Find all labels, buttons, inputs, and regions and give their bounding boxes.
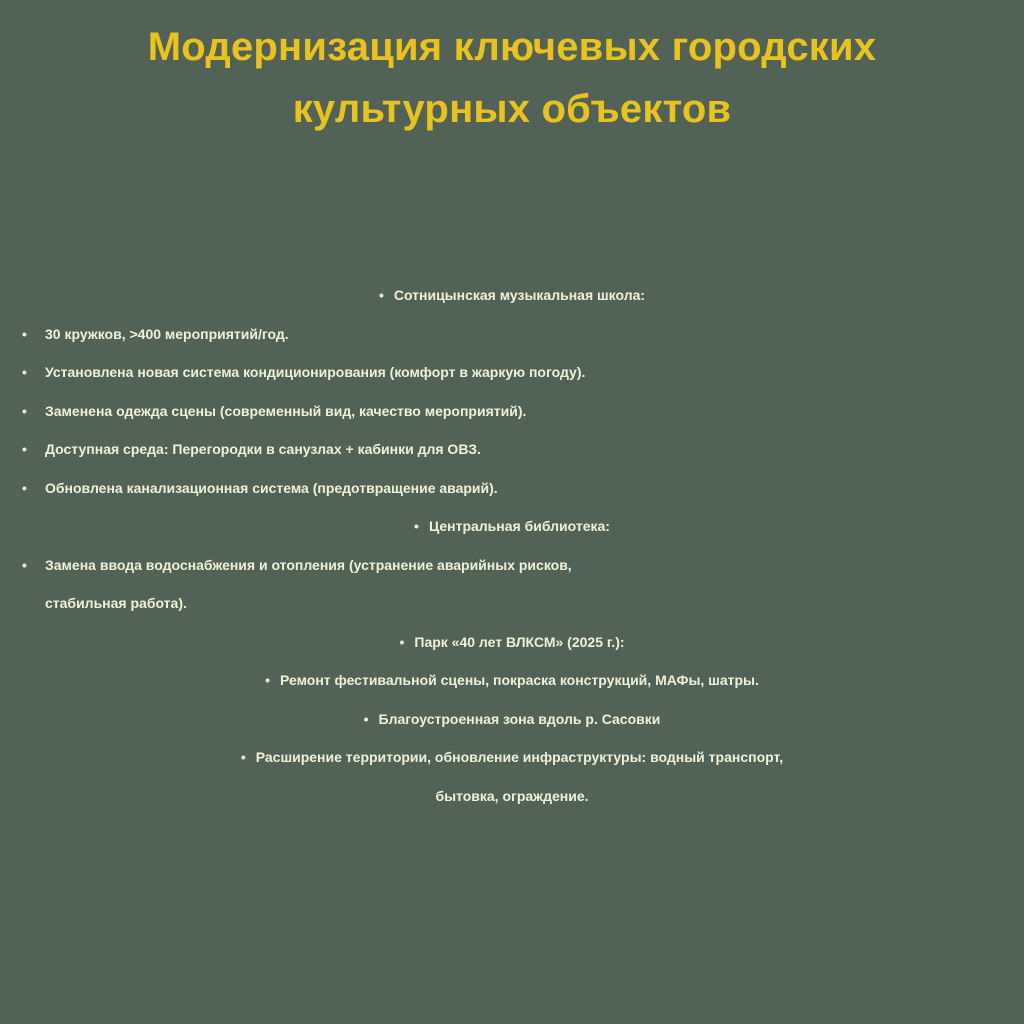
list-item-text: Доступная среда: Перегородки в санузлах + кабинки для ОВЗ.	[45, 441, 481, 457]
bullet-icon: •	[378, 287, 384, 303]
bullet-icon: •	[363, 710, 369, 727]
list-item	[0, 661, 1024, 700]
list-item-text: Замена ввода водоснабжения и отопления (устранение аварийных рисков,	[45, 556, 572, 573]
slide-title-line-2: культурных объектов	[292, 87, 732, 131]
list-item	[0, 353, 1024, 392]
list-item-text: стабильная работа).	[45, 595, 187, 611]
slide-title-line-1: Модернизация ключевых городских	[147, 25, 877, 69]
bullet-icon: •	[22, 325, 27, 342]
list-item	[0, 507, 1024, 546]
list-item	[0, 430, 1024, 469]
list-item-text: Парк «40 лет ВЛКСМ» (2025 г.):	[414, 633, 625, 650]
list-item-text: бытовка, ограждение.	[435, 787, 589, 804]
list-item-text: Установлена новая система кондиционирования (комфорт в жаркую погоду).	[45, 364, 586, 380]
list-item-text: 30 кружков, >400 мероприятий/год.	[45, 325, 289, 342]
bullet-icon: •	[22, 364, 27, 380]
list-item-continuation	[0, 777, 1024, 816]
list-item	[0, 738, 1024, 777]
bullet-icon: •	[414, 518, 419, 534]
list-item	[0, 276, 1024, 315]
list-item-continuation	[0, 584, 1024, 623]
bullet-icon: •	[22, 441, 27, 457]
bullet-icon: •	[22, 479, 27, 496]
slide-title	[40, 16, 984, 140]
list-item-text: Расширение территории, обновление инфраструктуры: водный транспорт,	[255, 749, 784, 765]
list-item-text: Благоустроенная зона вдоль р. Сасовки	[378, 710, 661, 727]
bullet-icon: •	[265, 672, 270, 688]
list-item	[0, 392, 1024, 431]
list-item-text: Центральная библиотека:	[428, 518, 610, 534]
bullet-icon: •	[399, 633, 405, 650]
bullet-icon: •	[22, 402, 27, 419]
list-item	[0, 315, 1024, 354]
bullet-icon: •	[240, 749, 246, 765]
list-item	[0, 546, 1024, 585]
list-item-text: Заменена одежда сцены (современный вид, качество мероприятий).	[45, 402, 527, 419]
list-item-text: Обновлена канализационная система (предотвращение аварий).	[45, 479, 498, 496]
bullet-list	[0, 276, 1024, 815]
bullet-icon: •	[22, 556, 27, 573]
list-item	[0, 623, 1024, 662]
list-item-text: Ремонт фестивальной сцены, покраска конструкций, МАФы, шатры.	[280, 672, 759, 688]
list-item	[0, 469, 1024, 508]
list-item-text: Сотницынская музыкальная школа:	[393, 287, 646, 303]
list-item	[0, 700, 1024, 739]
